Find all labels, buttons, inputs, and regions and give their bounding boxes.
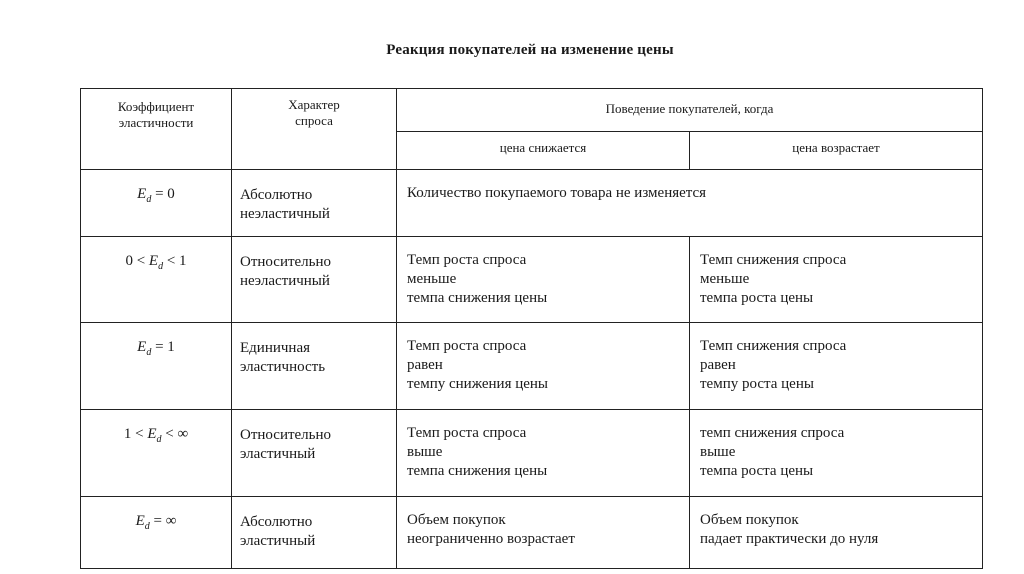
header-coef-line: Коэффициент [117, 99, 195, 114]
behavior-line: Объем покупок [407, 512, 506, 528]
behavior-line: темпа снижения цены [407, 463, 548, 479]
character-line: эластичность [240, 359, 326, 375]
behavior-line: Темп снижения спроса [700, 338, 847, 354]
behavior-down-cell [397, 237, 690, 323]
character-line: неэластичный [240, 206, 330, 222]
behavior-up-cell [690, 237, 983, 323]
coef-subscript: d [158, 261, 164, 272]
coef-prefix: 1 < [123, 426, 148, 442]
behavior-line: темпа роста цены [700, 290, 814, 306]
character-cell [232, 410, 397, 497]
character-line: неэластичный [240, 273, 330, 289]
character-line: Абсолютно [240, 187, 313, 203]
header-char-line: спроса [295, 113, 333, 128]
behavior-up-cell [690, 497, 983, 569]
behavior-up-cell [690, 410, 983, 497]
behavior-down-cell [397, 410, 690, 497]
behavior-line: Темп роста спроса [407, 425, 527, 441]
behavior-line: Темп роста спроса [407, 338, 527, 354]
table-row [81, 410, 983, 497]
behavior-up-cell [690, 323, 983, 410]
coef-subscript: d [156, 434, 162, 445]
character-line: Относительно [240, 254, 332, 270]
behavior-line: меньше [407, 271, 457, 287]
header-price-up: цена возрастает [690, 132, 983, 170]
behavior-line: Темп снижения спроса [700, 252, 847, 268]
table-row [81, 170, 983, 237]
behavior-line: темпа снижения цены [407, 290, 548, 306]
coef-suffix: < ∞ [161, 426, 189, 442]
coef-symbol: E [148, 253, 159, 269]
coef-suffix: < 1 [163, 253, 187, 269]
behavior-line: Объем покупок [700, 512, 799, 528]
coefficient-cell [81, 323, 232, 410]
coef-suffix: = 1 [151, 339, 175, 355]
behavior-line: темпа роста цены [700, 463, 814, 479]
coef-subscript: d [146, 347, 152, 358]
behavior-line: темп снижения спроса [700, 425, 845, 441]
coef-symbol: E [137, 186, 147, 202]
coef-prefix: 0 < [125, 253, 149, 269]
behavior-line: равен [700, 357, 736, 373]
coef-symbol: E [137, 339, 147, 355]
character-line: эластичный [240, 533, 316, 549]
character-line: эластичный [240, 446, 316, 462]
coef-subscript: d [144, 521, 150, 532]
behavior-down-cell [397, 323, 690, 410]
character-line: Относительно [240, 427, 332, 443]
behavior-line: темпу снижения цены [407, 376, 549, 392]
behavior-line: падает практически до нуля [700, 531, 879, 547]
table-title: Реакция покупателей на изменение цены [386, 42, 674, 58]
header-behavior: Поведение покупателей, когда [397, 89, 983, 132]
header-coefficient [81, 89, 232, 170]
coefficient-cell [81, 497, 232, 569]
table-row [81, 237, 983, 323]
behavior-line: темпу роста цены [700, 376, 814, 392]
behavior-down-cell [397, 497, 690, 569]
coef-suffix: = ∞ [149, 513, 177, 529]
coefficient-cell [81, 170, 232, 237]
behavior-line: неограниченно возрастает [407, 531, 575, 547]
character-cell [232, 323, 397, 410]
character-cell [232, 170, 397, 237]
header-char-line: Характер [288, 97, 340, 112]
coefficient-cell [81, 237, 232, 323]
coef-symbol: E [147, 426, 157, 442]
behavior-line: Темп роста спроса [407, 252, 527, 268]
behavior-line: равен [407, 357, 443, 373]
behavior-line: выше [407, 444, 443, 460]
character-cell [232, 237, 397, 323]
behavior-line: выше [700, 444, 736, 460]
behavior-merged-cell: Количество покупаемого товара не изменяется [397, 170, 983, 237]
header-character [232, 89, 397, 170]
coefficient-cell [81, 410, 232, 497]
elasticity-table [80, 88, 983, 569]
character-line: Единичная [240, 340, 311, 356]
coef-subscript: d [146, 194, 152, 205]
character-cell [232, 497, 397, 569]
table-row [81, 323, 983, 410]
behavior-line: меньше [700, 271, 750, 287]
coef-symbol: E [135, 513, 145, 529]
table-row [81, 497, 983, 569]
header-coef-line: эластичности [118, 115, 194, 130]
header-price-down: цена снижается [397, 132, 690, 170]
coef-suffix: = 0 [151, 186, 175, 202]
character-line: Абсолютно [240, 514, 313, 530]
